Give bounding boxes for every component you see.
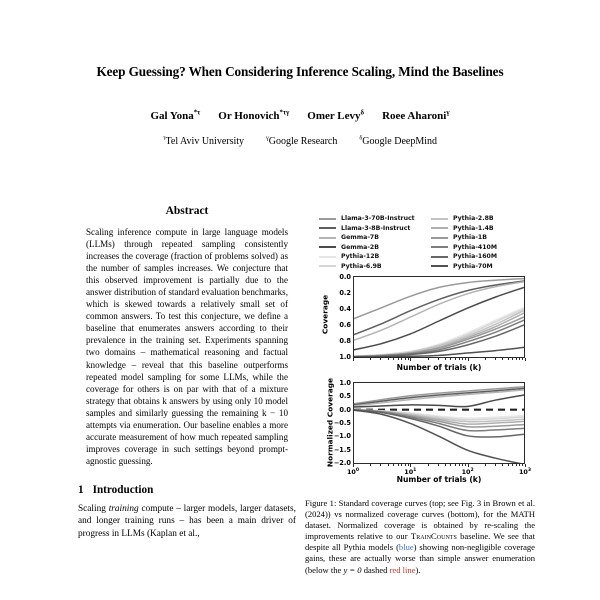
legend-item bbox=[431, 244, 497, 252]
legend-swatch-icon bbox=[319, 237, 336, 239]
chart-xtick-minor-mark bbox=[398, 358, 399, 360]
legend-swatch-icon bbox=[431, 227, 448, 229]
chart-xtick-minor-mark bbox=[388, 464, 389, 466]
legend-swatch-icon bbox=[431, 265, 448, 267]
chart-xtick-label: $10^3$ bbox=[518, 467, 532, 476]
affiliation-name: Tel Aviv University bbox=[165, 136, 245, 147]
legend-swatch-icon bbox=[431, 237, 448, 239]
chart-coverage-top bbox=[309, 274, 535, 376]
chart-normalized-coverage-bottom bbox=[309, 377, 535, 488]
chart-xtick-minor-mark bbox=[519, 464, 520, 466]
legend-swatch-icon bbox=[319, 246, 336, 248]
affiliation-entry bbox=[359, 136, 437, 147]
legend-item bbox=[431, 215, 497, 223]
figure-caption-red-phrase: red line bbox=[389, 564, 416, 575]
chart-xtick-minor-mark bbox=[495, 358, 496, 360]
intro-text-emphasis: training bbox=[108, 503, 139, 514]
figure-caption-blue-word: blue bbox=[398, 542, 414, 553]
legend-label: Pythia-410M bbox=[453, 243, 497, 251]
chart-xtick-minor-mark bbox=[485, 464, 486, 466]
legend-label: Llama-3-8B-Instruct bbox=[341, 224, 411, 232]
author-name: Or Honovich bbox=[218, 110, 280, 122]
chart-top-plot-area bbox=[353, 276, 525, 358]
chart-ytick-label: 0.0 bbox=[339, 273, 351, 281]
legend-swatch-icon bbox=[431, 246, 448, 248]
legend-item bbox=[431, 225, 497, 233]
chart-xtick-minor-mark bbox=[508, 464, 509, 466]
author-marks: γ bbox=[446, 109, 450, 117]
author-name: Roee Aharoni bbox=[382, 110, 447, 122]
author-name: Gal Yona bbox=[150, 110, 194, 122]
chart-xtick-minor-mark bbox=[512, 358, 513, 360]
legend-label: Gemma-7B bbox=[341, 234, 379, 242]
left-column bbox=[78, 205, 296, 540]
author-marks: δ bbox=[360, 109, 365, 117]
chart-ytick-label: −1.5 bbox=[333, 445, 351, 454]
section-number: 1 bbox=[78, 483, 84, 496]
chart-xtick-minor-mark bbox=[495, 464, 496, 466]
chart-ytick-label: 0.8 bbox=[339, 337, 351, 345]
chart-xtick-minor-mark bbox=[502, 358, 503, 360]
chart-xtick-minor-mark bbox=[502, 464, 503, 466]
figure-caption-part2: baseline. We see that despite all Pythia models ( bbox=[305, 531, 535, 553]
section-heading-introduction bbox=[78, 484, 296, 496]
chart-bottom-ylabel: Normalized Coverage bbox=[325, 377, 335, 468]
chart-xtick-minor-mark bbox=[522, 358, 523, 360]
chart-xtick-minor-mark bbox=[410, 358, 411, 361]
affiliation-name: Google Research bbox=[268, 136, 338, 147]
affiliation-mark: τ bbox=[162, 134, 166, 142]
chart-xtick-minor-mark bbox=[408, 358, 409, 360]
legend-item bbox=[319, 253, 431, 261]
legend-column-left bbox=[319, 215, 431, 270]
figure-caption-math: y = 0 bbox=[343, 564, 362, 575]
chart-xtick-minor-mark bbox=[398, 464, 399, 466]
chart-xtick-minor-mark bbox=[405, 464, 406, 466]
chart-xtick-minor-mark bbox=[445, 464, 446, 466]
chart-xtick-minor-mark bbox=[445, 358, 446, 360]
legend-column-right bbox=[431, 215, 497, 270]
introduction-paragraph bbox=[78, 503, 296, 540]
chart-xtick-label: $10^2$ bbox=[461, 467, 474, 476]
chart-ytick-label: 1.0 bbox=[339, 379, 351, 387]
figure-caption-part5: ). bbox=[415, 564, 421, 575]
chart-xtick-minor-mark bbox=[465, 464, 466, 466]
legend-item bbox=[319, 263, 431, 271]
figure-caption-part4: dashed bbox=[361, 564, 390, 575]
affiliation-entry bbox=[163, 136, 244, 147]
chart-xtick-minor-mark bbox=[401, 358, 402, 360]
abstract-body: Scaling inference compute in large language models (LLMs) through repeated sampling consistently increases the coverage (fraction of problems solved) as the number of samples increases. We conjecture that this observed improvement is partially due to the answer distribution of standard evaluation benchmarks, which is skewed towards a relatively small set of common answers. To test this conjecture, we define a baseline that enumerates answers according to their prevalence in the training set. Experiments spanning two domains – mathematical reasoning and factual knowledge – reveal that this baseline outperforms repeated model sampling for some LLMs, while the coverage for others is on par with that of a mixture strategy that obtains k answers by using only 10 model samples and similarly guessing the remaining k − 10 attempts via enumeration. Our baseline enables a more accurate measurement of how much repeated sampling improves coverage in such settings beyond prompt-agnostic guessing. bbox=[86, 227, 288, 466]
author-entry bbox=[382, 110, 449, 122]
author-marks: *τ bbox=[193, 109, 201, 117]
chart-xtick-minor-mark bbox=[450, 358, 451, 360]
legend-item bbox=[431, 263, 497, 271]
affiliation-list bbox=[60, 136, 540, 147]
right-column bbox=[305, 205, 535, 576]
chart-xtick-minor-mark bbox=[455, 358, 456, 360]
affiliation-entry bbox=[266, 136, 337, 147]
legend-label: Pythia-70M bbox=[453, 262, 493, 270]
legend-swatch-icon bbox=[319, 265, 336, 267]
legend-label: Pythia-160M bbox=[453, 253, 497, 261]
chart-top-ylabel: Coverage bbox=[320, 294, 330, 335]
chart-xtick-minor-mark bbox=[393, 358, 394, 360]
legend-swatch-icon bbox=[319, 256, 336, 258]
chart-xtick-minor-mark bbox=[465, 358, 466, 360]
chart-xtick-minor-mark bbox=[401, 464, 402, 466]
chart-xtick-minor-mark bbox=[428, 358, 429, 360]
affiliation-mark: δ bbox=[359, 134, 363, 142]
abstract-heading: Abstract bbox=[165, 205, 209, 217]
chart-bottom-curves bbox=[354, 383, 524, 463]
chart-xtick-minor-mark bbox=[455, 464, 456, 466]
author-name: Omer Levy bbox=[307, 110, 361, 122]
chart-xtick-minor-mark bbox=[459, 464, 460, 466]
chart-xtick-minor-mark bbox=[468, 358, 469, 361]
figure-caption bbox=[305, 498, 535, 576]
legend-label: Pythia-2.8B bbox=[453, 215, 494, 223]
chart-xtick-minor-mark bbox=[462, 358, 463, 360]
chart-xtick-minor-mark bbox=[450, 464, 451, 466]
chart-xtick-minor-mark bbox=[410, 464, 411, 467]
legend-label: Pythia-12B bbox=[341, 253, 380, 261]
legend-swatch-icon bbox=[431, 256, 448, 258]
chart-xtick-minor-mark bbox=[508, 358, 509, 360]
section-title: Introduction bbox=[92, 483, 154, 496]
chart-xtick-minor-mark bbox=[428, 464, 429, 466]
chart-xtick-minor-mark bbox=[516, 464, 517, 466]
chart-bottom-xlabel: Number of trials (k) bbox=[396, 475, 482, 484]
chart-ytick-label: 1.0 bbox=[339, 353, 351, 361]
chart-xtick-minor-mark bbox=[370, 464, 371, 466]
chart-xtick-minor-mark bbox=[525, 358, 526, 361]
chart-ytick-label: −1.0 bbox=[333, 432, 351, 441]
legend-label: Llama-3-70B-Instruct bbox=[341, 215, 415, 223]
chart-xtick-minor-mark bbox=[462, 464, 463, 466]
chart-xtick-minor-mark bbox=[522, 464, 523, 466]
legend-swatch-icon bbox=[319, 227, 336, 229]
affiliation-name: Google DeepMind bbox=[362, 136, 438, 147]
legend-item bbox=[431, 253, 497, 261]
legend-item bbox=[319, 244, 431, 252]
legend-swatch-icon bbox=[319, 218, 336, 220]
legend-item bbox=[431, 234, 497, 242]
figure-caption-part1: Standard coverage curves (top; see Fig. 3 in Brown et al. (2024)) vs normalized coverage curves (bottom), for the MATH dataset. Normalized coverage is obtained by re-scaling the improvements relative to our bbox=[305, 498, 535, 542]
chart-xtick-minor-mark bbox=[408, 464, 409, 466]
page-title: Keep Guessing? When Considering Inference Scaling, Mind the Baselines bbox=[96, 64, 504, 79]
legend-item bbox=[319, 215, 431, 223]
chart-ytick-label: −2.0 bbox=[333, 459, 351, 467]
figure-1 bbox=[305, 215, 535, 576]
author-entry bbox=[150, 110, 200, 122]
legend-label: Pythia-1B bbox=[453, 234, 487, 242]
legend-swatch-icon bbox=[431, 218, 448, 220]
affiliation-mark: γ bbox=[266, 134, 269, 142]
author-entry bbox=[218, 110, 289, 122]
chart-ytick-label: 0.5 bbox=[339, 392, 351, 401]
author-marks: *τγ bbox=[279, 109, 290, 117]
chart-xtick-minor-mark bbox=[405, 358, 406, 360]
chart-xtick-label: $10^1$ bbox=[404, 467, 417, 476]
author-entry bbox=[307, 110, 364, 122]
chart-xtick-minor-mark bbox=[459, 358, 460, 360]
chart-ytick-label: −0.5 bbox=[333, 419, 351, 427]
chart-xtick-minor-mark bbox=[519, 358, 520, 360]
legend-item bbox=[319, 225, 431, 233]
chart-ytick-label: 0.2 bbox=[339, 289, 351, 297]
legend-label: Gemma-2B bbox=[341, 243, 379, 251]
chart-xtick-minor-mark bbox=[512, 464, 513, 466]
chart-bottom-plot-area bbox=[353, 382, 525, 464]
chart-xtick-minor-mark bbox=[438, 358, 439, 360]
chart-xtick-minor-mark bbox=[353, 358, 354, 361]
legend-item bbox=[319, 234, 431, 242]
chart-series-line bbox=[354, 325, 524, 357]
chart-ytick-label: 0.4 bbox=[339, 305, 351, 313]
chart-xtick-minor-mark bbox=[525, 464, 526, 467]
chart-xtick-label: $10^0$ bbox=[346, 467, 360, 476]
intro-text-pre: Scaling bbox=[78, 503, 109, 514]
intro-text-post: compute – larger models, larger datasets, and longer training runs – has been a main driver of progress in LLMs (Kaplan et al., bbox=[78, 503, 296, 539]
author-list bbox=[60, 110, 540, 122]
chart-top-curves bbox=[354, 277, 524, 357]
chart-xtick-minor-mark bbox=[438, 464, 439, 466]
chart-xtick-minor-mark bbox=[353, 464, 354, 467]
figure-legend bbox=[319, 215, 533, 270]
legend-label: Pythia-1.4B bbox=[453, 224, 494, 232]
chart-ytick-label: 0.6 bbox=[339, 321, 351, 329]
chart-xtick-minor-mark bbox=[388, 358, 389, 360]
chart-xtick-minor-mark bbox=[485, 358, 486, 360]
chart-xtick-minor-mark bbox=[468, 464, 469, 467]
chart-xtick-minor-mark bbox=[393, 464, 394, 466]
chart-xtick-minor-mark bbox=[516, 358, 517, 360]
figure-caption-baseline-name: TrainCounts bbox=[410, 531, 457, 542]
chart-xtick-minor-mark bbox=[380, 358, 381, 360]
chart-top-xlabel: Number of trials (k) bbox=[396, 363, 482, 372]
figure-caption-part3: ) showing non-negligible coverage gains, these are actually worse than simple answer enumeration (below the bbox=[305, 542, 535, 575]
figure-caption-label: Figure 1: bbox=[305, 498, 337, 508]
legend-label: Pythia-6.9B bbox=[341, 262, 382, 270]
chart-xtick-minor-mark bbox=[380, 464, 381, 466]
chart-xtick-minor-mark bbox=[370, 358, 371, 360]
chart-series-line bbox=[354, 390, 524, 406]
chart-ytick-label: 0.0 bbox=[339, 405, 351, 414]
